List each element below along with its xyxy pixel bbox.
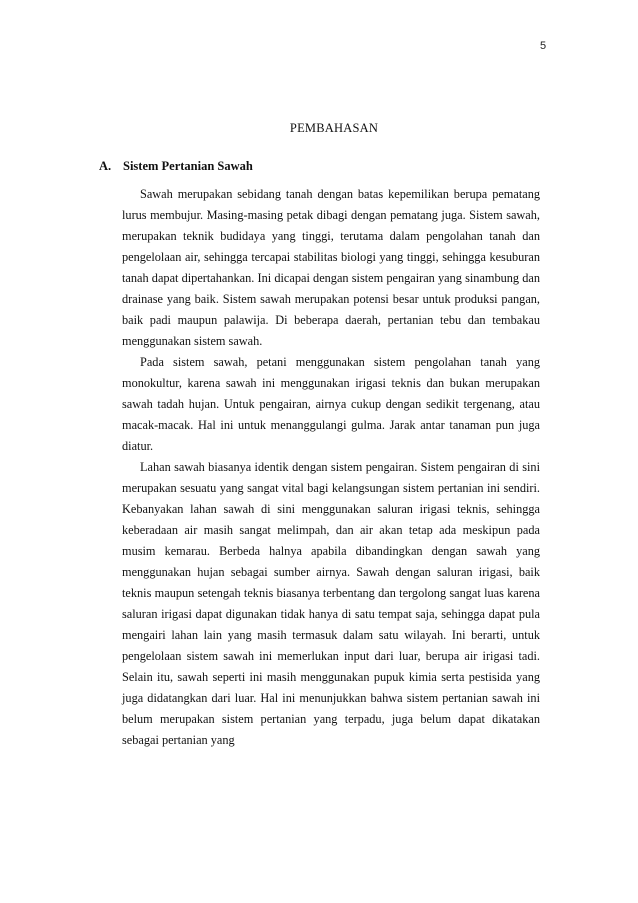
section-heading-text: Sistem Pertanian Sawah — [123, 159, 253, 173]
paragraph-3: Lahan sawah biasanya identik dengan sistem pengairan. Sistem pengairan di sini merupakan sesuatu yang sangat vital bagi kelangsungan sistem pertanian ini sendiri. Kebanyakan lahan sawah di sini menggunakan saluran irigasi teknis, sehingga keberadaan air masih sangat melimpah, dan air akan tetap ada meskipun pada musim kemarau. Berbeda halnya apabila dibandingkan dengan sawah yang menggunakan hujan sebagai sumber airnya. Sawah dengan saluran irigasi, baik teknis maupun setengah teknis biasanya terbentang dan tergolong sangat luas karena saluran irigasi dapat digunakan tidak hanya di satu tempat saja, sehingga dapat pula mengairi lahan lain yang masih termasuk dalam satu wilayah. Ini berarti, untuk pengelolaan sistem sawah ini memerlukan input dari luar, berupa air irigasi tadi. Selain itu, sawah seperti ini masih menggunakan pupuk kimia serta pestisida yang juga didatangkan dari luar. Hal ini menunjukkan bahwa sistem pertanian sawah ini belum merupakan sistem pertanian yang terpadu, juga belum dapat dikatakan sebagai pertanian yang — [122, 460, 540, 747]
paragraph-1: Sawah merupakan sebidang tanah dengan batas kepemilikan berupa pematang lurus membujur. Masing-masing petak dibagi dengan pematang juga. Sistem sawah, merupakan teknik budidaya yang tinggi, terutama dalam pengolahan tanah dan pengelolaan air, sehingga tercapai stabilitas biologi yang tinggi, sehingga kesuburan tanah dapat dipertahankan. Ini dicapai dengan sistem pengairan yang sinambung dan drainase yang baik. Sistem sawah merupakan potensi besar untuk produksi pangan, baik padi maupun palawija. Di beberapa daerah, pertanian tebu dan tembakau menggunakan sistem sawah. — [122, 187, 540, 348]
page-title: PEMBAHASAN — [289, 121, 379, 135]
body-text — [122, 184, 540, 751]
section-letter: A. — [99, 159, 112, 173]
paragraph-2: Pada sistem sawah, petani menggunakan sistem pengolahan tanah yang monokultur, karena sawah ini menggunakan irigasi teknis dan bukan merupakan sawah tadah hujan. Untuk pengairan, airnya cukup dengan sedikit tergenang, atau macak-macak. Hal ini untuk menanggulangi gulma. Jarak antar tanaman pun juga diatur. — [122, 355, 540, 453]
page-number: 5 — [540, 40, 547, 52]
section-heading — [99, 159, 253, 174]
